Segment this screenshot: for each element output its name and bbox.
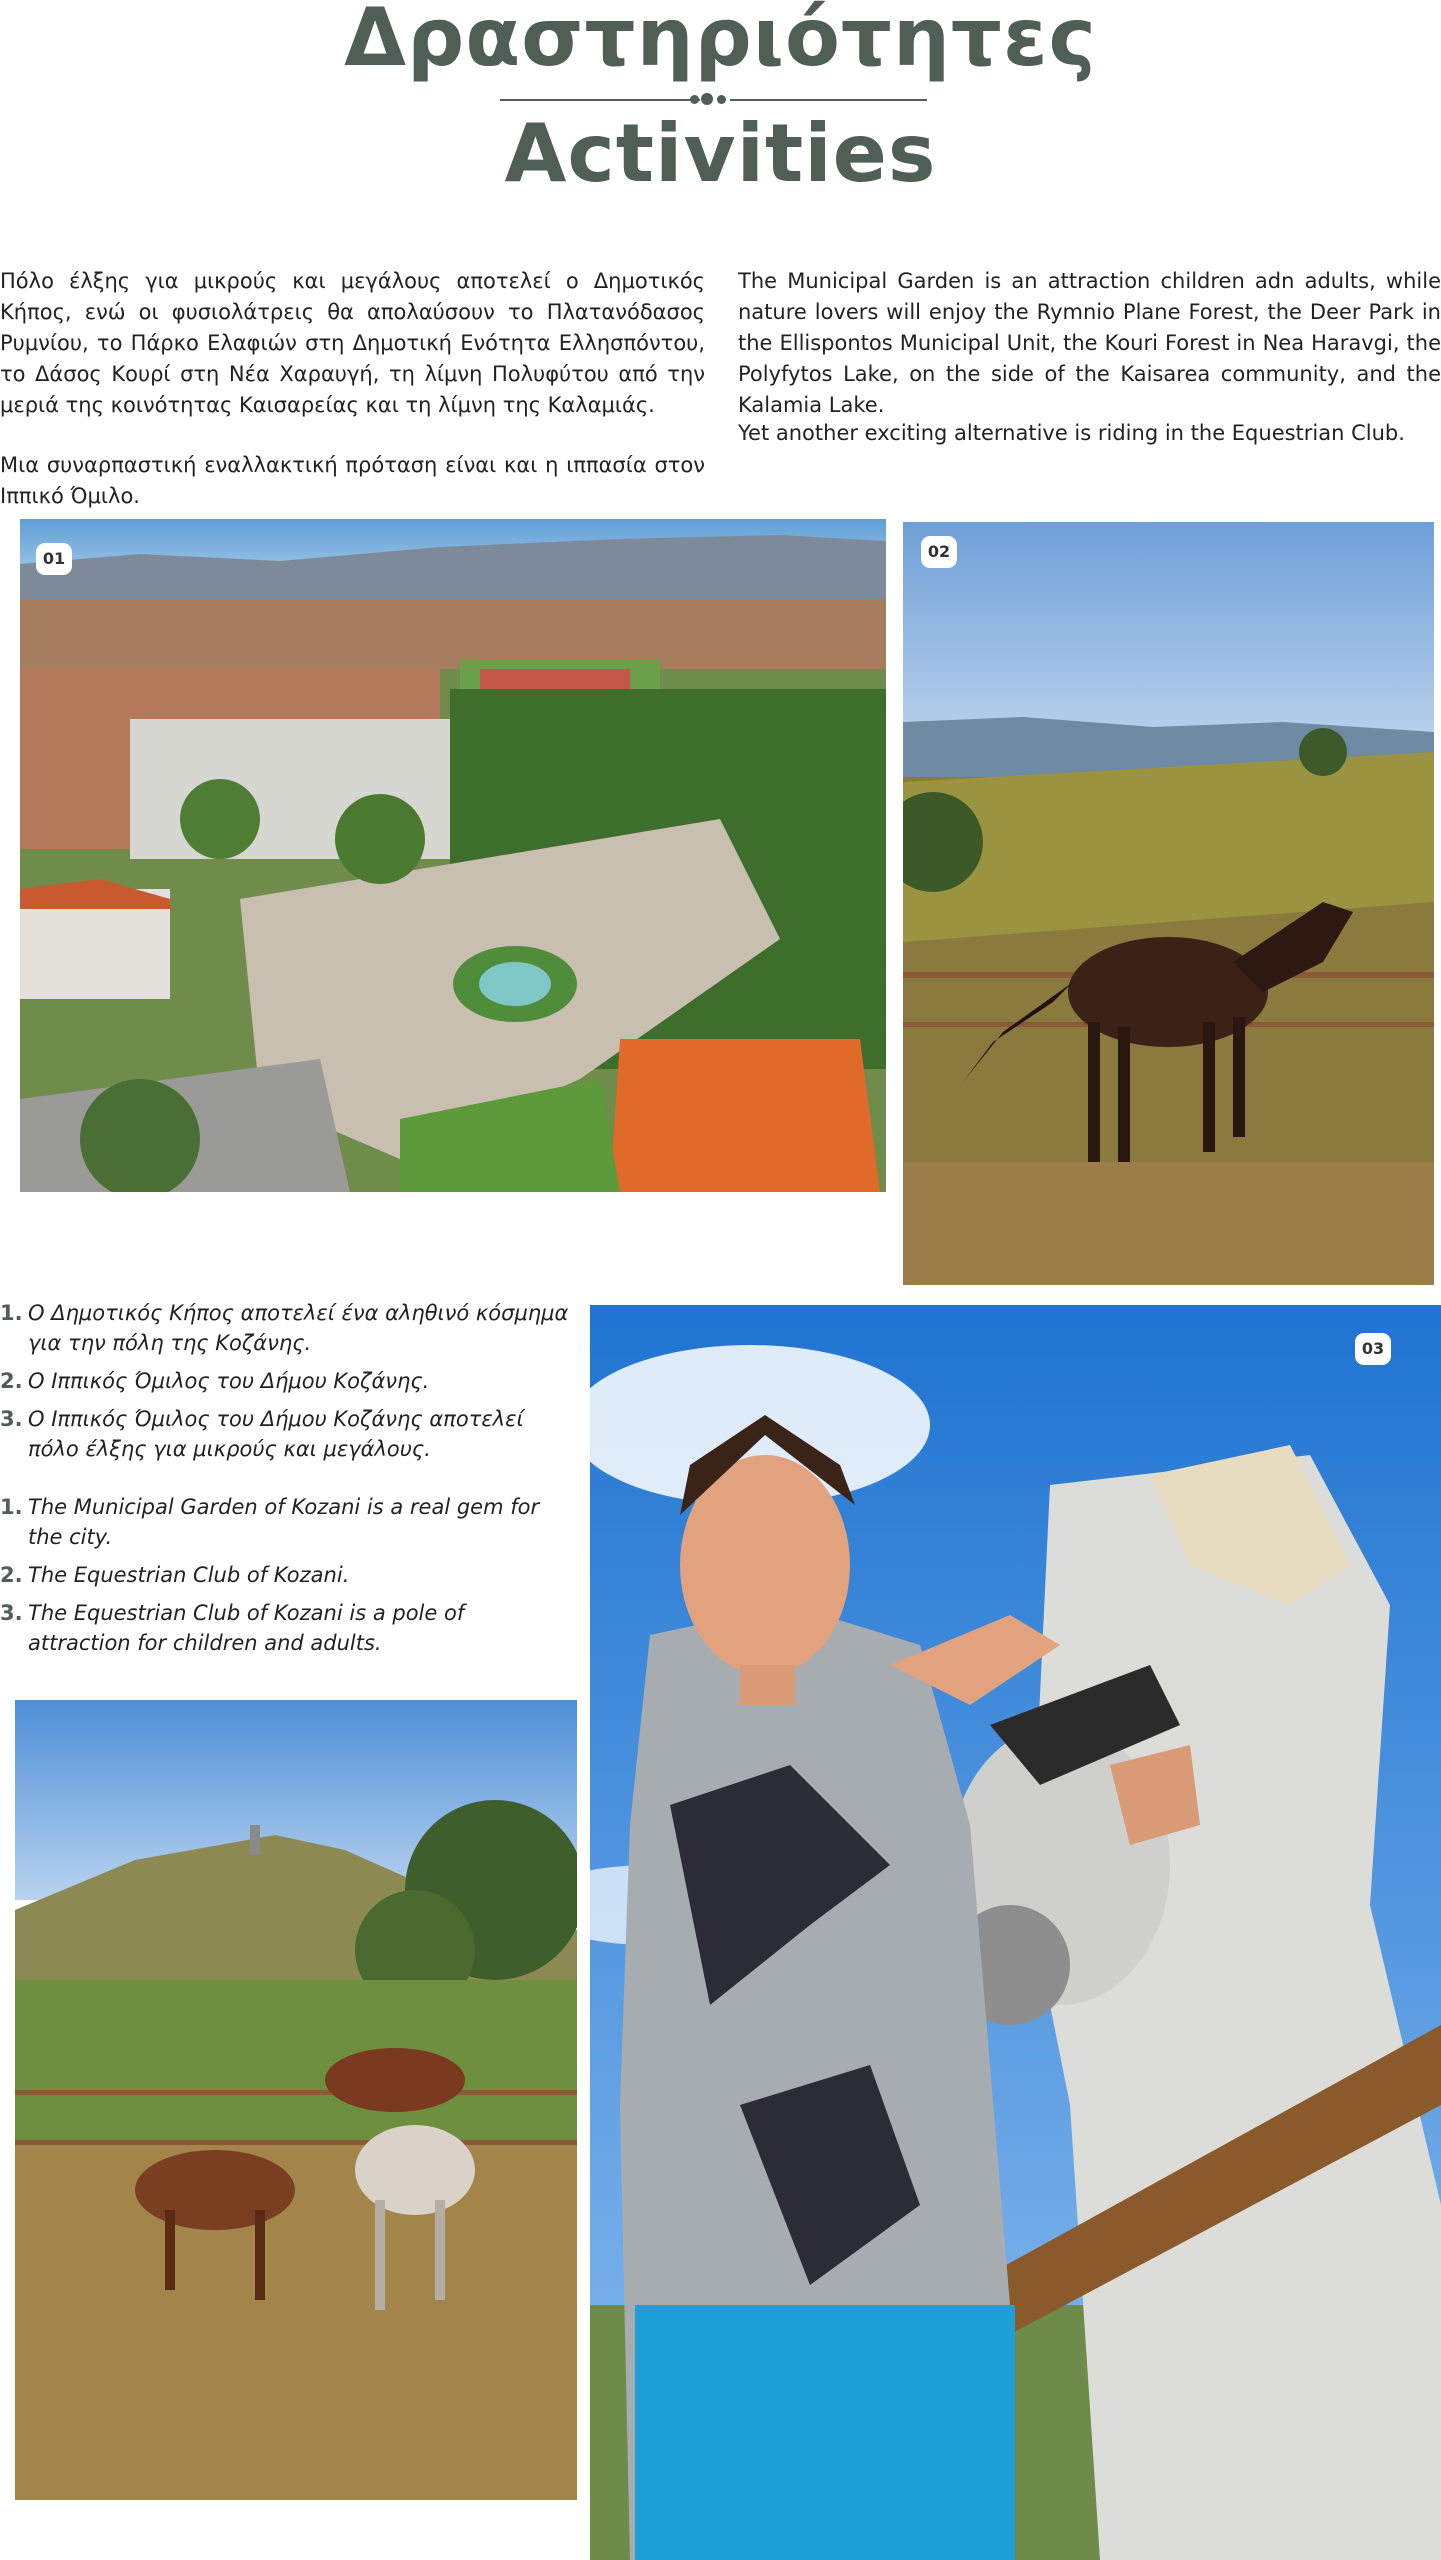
caption-number: 3.: [0, 1407, 23, 1431]
photo-equestrian-club-horse: [903, 522, 1434, 1285]
intro-english-paragraph-1: The Municipal Garden is an attraction children adn adults, while nature lovers will enjoy the Rymnio Plane Forest, the Deer Park in the Ellispontos Municipal Unit, the Kouri Forest in Nea Haravgi, the Polyfytos Lake, on the side of the Kaisarea community, and the Kalamia Lake.: [738, 269, 1441, 417]
caption-number: 3.: [0, 1601, 23, 1625]
photo-number-badge: 03: [1355, 1333, 1391, 1365]
photo-boy-with-horse: [590, 1305, 1441, 2560]
page-title-english: Activities: [504, 107, 937, 200]
photo-number-badge: 02: [921, 536, 957, 568]
caption-item: [0, 1366, 570, 1396]
photo-horses-hillside: [15, 1700, 577, 2500]
caption-text: The Equestrian Club of Kozani is a pole of attraction for children and adults.: [28, 1601, 465, 1655]
divider-dot: [701, 93, 713, 105]
photo-municipal-garden: [20, 519, 886, 1192]
caption-text: The Equestrian Club of Kozani.: [28, 1563, 350, 1587]
captions-greek-list: [0, 1298, 570, 1472]
intro-greek-paragraph-2: Μια συναρπαστική εναλλακτική πρόταση είναι και η ιππασία στον Ιππικό Όμιλο.: [0, 453, 705, 508]
page-title-greek: Δραστηριότητες: [344, 0, 1097, 84]
caption-item: [0, 1598, 570, 1658]
intro-greek-paragraph-1: Πόλο έλξης για μικρούς και μεγάλους αποτελεί ο Δημοτικός Κήπος, ενώ οι φυσιολάτρεις θα απολαύσουν το Πλατανόδασος Ρυμνίου, το Πάρκο Ελαφιών στη Δημοτική Ενότητα Ελλησπόντου, το Δάσος Κουρί στη Νέα Χαραυγή, τη λίμνη Πολυφύτου από την μεριά της κοινότητας Καισαρείας και τη λίμνη της Καλαμιάς.: [0, 269, 705, 417]
caption-item: [0, 1492, 570, 1552]
divider-dot: [690, 95, 699, 104]
caption-number: 1.: [0, 1495, 23, 1519]
title-divider-left: [500, 99, 700, 101]
caption-number: 2.: [0, 1563, 23, 1587]
photo-number-badge: 01: [36, 543, 72, 575]
caption-text: Ο Ιππικός Όμιλος του Δήμου Κοζάνης.: [28, 1369, 430, 1393]
captions-english-list: [0, 1492, 570, 1666]
caption-item: [0, 1404, 570, 1464]
caption-text: Ο Ιππικός Όμιλος του Δήμου Κοζάνης αποτελεί πόλο έλξης για μικρούς και μεγάλους.: [28, 1407, 524, 1461]
caption-number: 1.: [0, 1301, 23, 1325]
caption-item: [0, 1560, 570, 1590]
divider-dot: [717, 95, 726, 104]
caption-number: 2.: [0, 1369, 23, 1393]
caption-item: [0, 1298, 570, 1358]
caption-text: Ο Δημοτικός Κήπος αποτελεί ένα αληθινό κόσμημα για την πόλη της Κοζάνης.: [28, 1301, 569, 1355]
title-divider-right: [730, 99, 927, 101]
intro-english-paragraph-2: Yet another exciting alternative is riding in the Equestrian Club.: [738, 421, 1405, 445]
caption-text: The Municipal Garden of Kozani is a real gem for the city.: [28, 1495, 540, 1549]
